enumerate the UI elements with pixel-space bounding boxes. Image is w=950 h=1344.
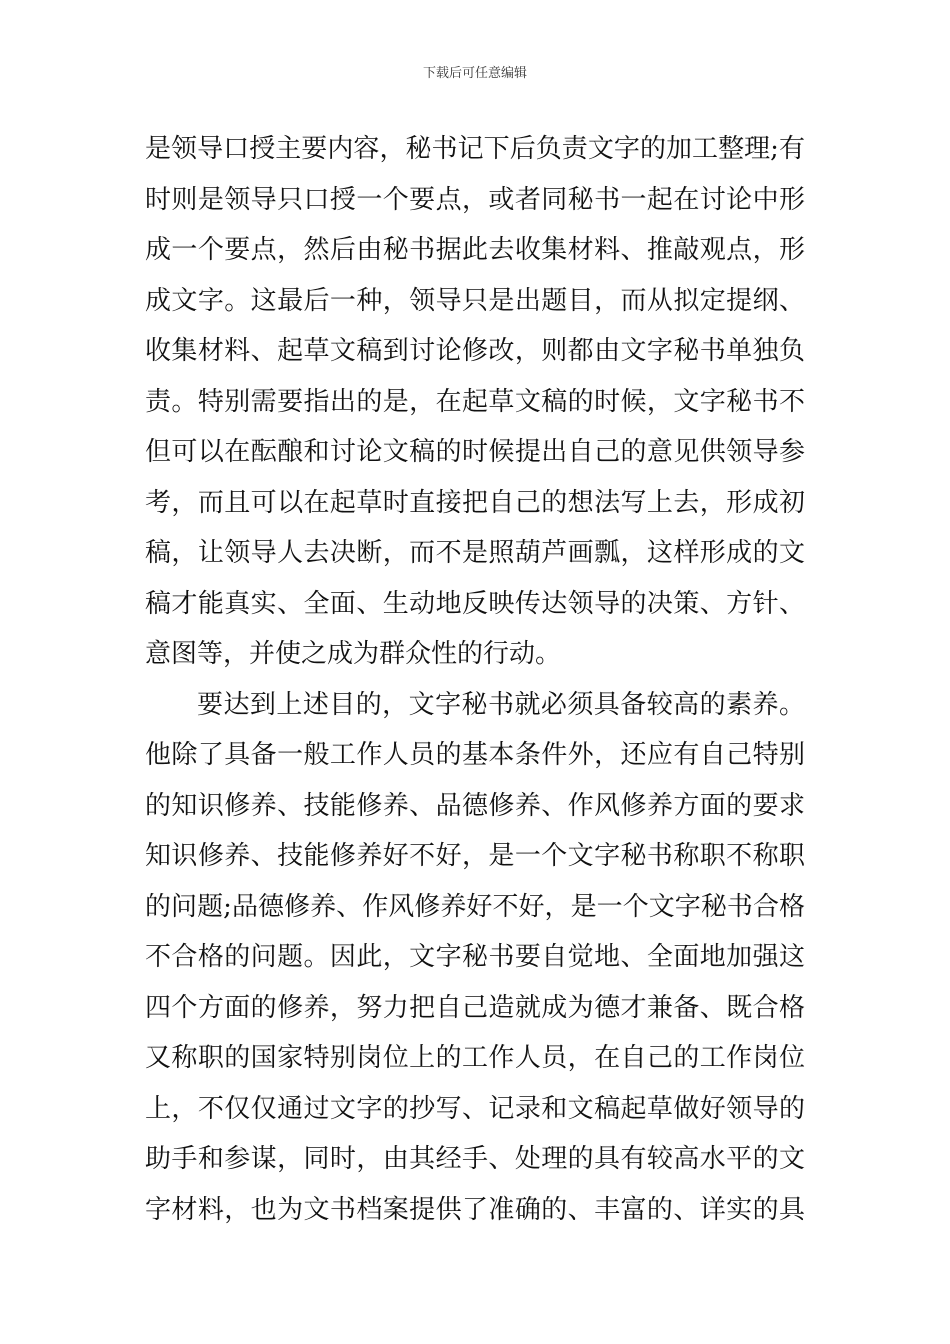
text-line: 意图等，并使之成为群众性的行动。 [145,639,562,669]
text-line: 字材料，也为文书档案提供了准确的、丰富的、详实的具 [145,1194,805,1225]
paragraph [145,124,805,680]
text-line: 成文字。这最后一种，领导只是出题目，而从拟定提纲、 [145,285,805,316]
text-line: 稿才能真实、全面、生动地反映传达领导的决策、方针、 [145,588,805,619]
text-line: 收集材料、起草文稿到讨论修改，则都由文字秘书单独负 [145,336,805,366]
paragraph [145,680,805,1236]
text-line: 考，而且可以在起草时直接把自己的想法写上去，形成初 [145,487,805,518]
text-line: 要达到上述目的，文字秘书就必须具备较高的素养。 [197,689,805,720]
text-line: 上，不仅仅通过文字的抄写、记录和文稿起草做好领导的 [145,1093,805,1124]
text-line: 责。特别需要指出的是，在起草文稿的时候，文字秘书不 [145,386,805,417]
text-line: 稿，让领导人去决断，而不是照葫芦画瓢，这样形成的文 [145,538,805,568]
text-line: 他除了具备一般工作人员的基本条件外，还应有自己特别 [145,740,805,770]
text-line: 是领导口授主要内容，秘书记下后负责文字的加工整理;有 [145,134,805,164]
text-line: 又称职的国家特别岗位上的工作人员，在自己的工作岗位 [145,1043,805,1073]
text-line: 助手和参谋，同时，由其经手、处理的具有较高水平的文 [145,1144,805,1174]
page-header: 下载后可任意编辑 [422,66,527,81]
text-line: 时则是领导只口授一个要点，或者同秘书一起在讨论中形 [145,184,805,215]
text-line: 成一个要点，然后由秘书据此去收集材料、推敲观点，形 [145,235,805,265]
text-line: 的知识修养、技能修养、品德修养、作风修养方面的要求 [145,790,805,821]
text-line: 知识修养、技能修养好不好，是一个文字秘书称职不称职 [145,841,805,871]
body-text [145,124,805,1235]
text-line: 不合格的问题。因此，文字秘书要自觉地、全面地加强这 [145,942,805,972]
text-line: 但可以在酝酿和讨论文稿的时候提出自己的意见供领导参 [145,437,805,467]
text-line: 四个方面的修养，努力把自己造就成为德才兼备、既合格 [145,992,805,1023]
text-line: 的问题;品德修养、作风修养好不好，是一个文字秘书合格 [145,891,805,922]
